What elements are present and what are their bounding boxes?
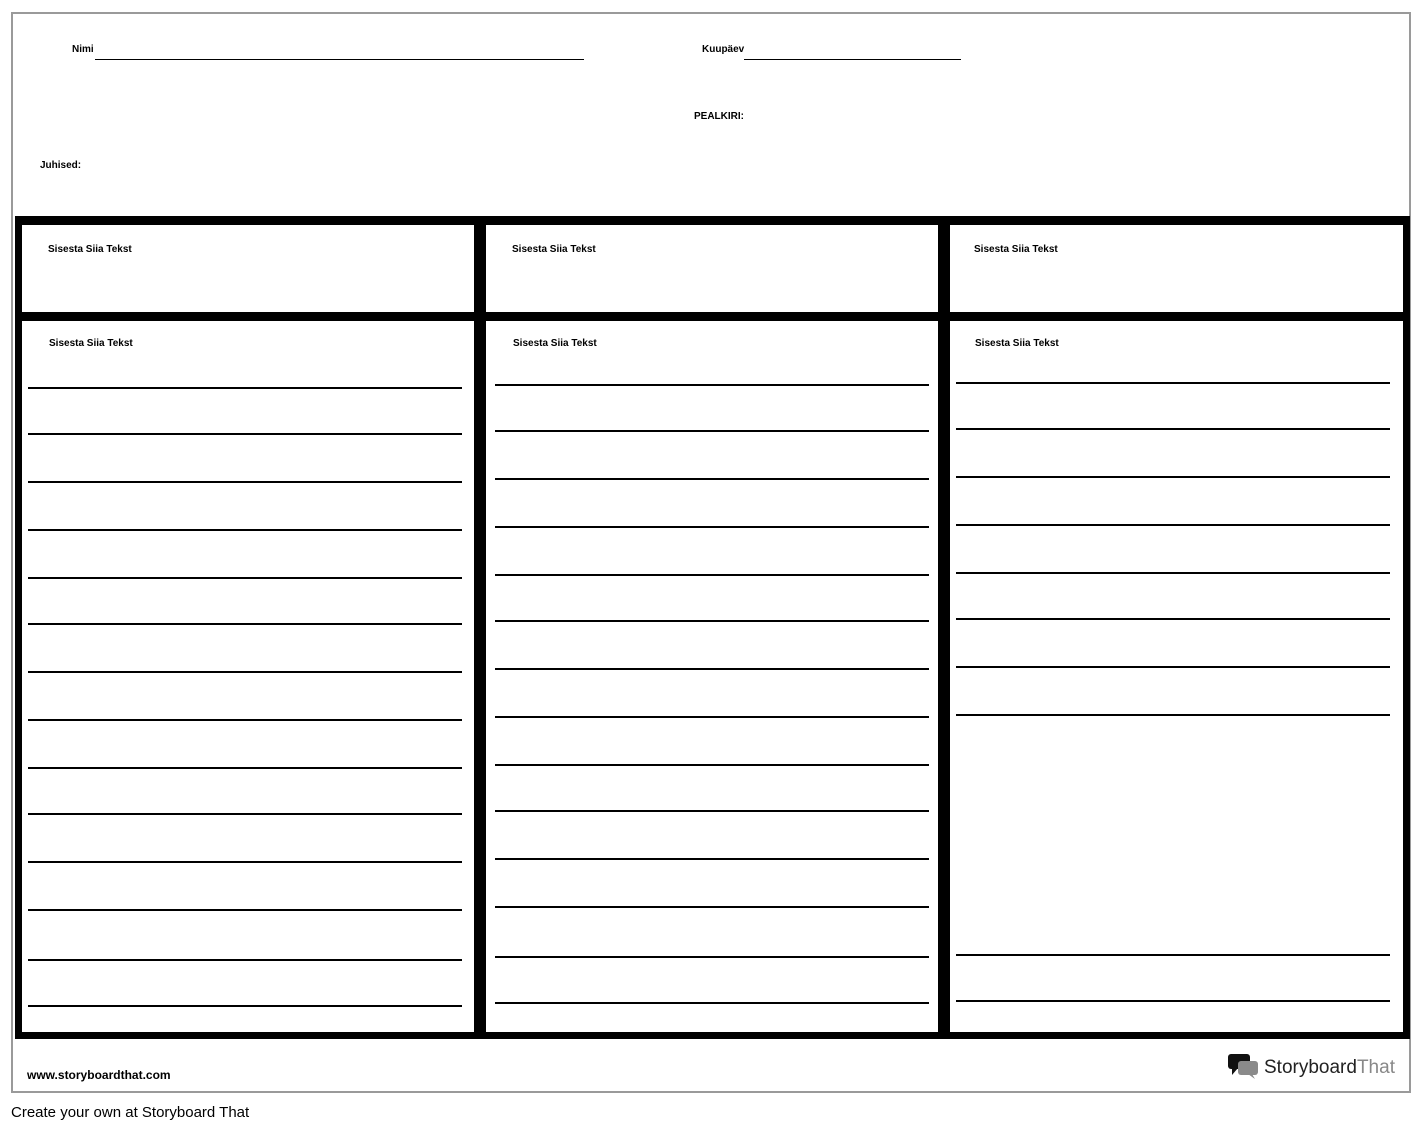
column-2-header-cell[interactable] [486,225,938,312]
writing-line[interactable] [495,858,929,860]
writing-line[interactable] [28,813,462,815]
writing-line[interactable] [28,909,462,911]
footer-url[interactable]: www.storyboardthat.com [27,1068,171,1082]
writing-line[interactable] [28,387,462,389]
column-1-body-text: Sisesta Siia Tekst [49,338,133,349]
create-your-own-link[interactable]: Create your own at Storyboard That [11,1104,250,1121]
writing-line[interactable] [495,620,929,622]
speech-bubbles-icon [1228,1053,1260,1084]
brand-wordmark [1264,1057,1395,1079]
writing-line[interactable] [28,481,462,483]
brand-part-2: That [1356,1057,1395,1078]
writing-line[interactable] [28,719,462,721]
title-label: PEALKIRI: [694,111,744,122]
writing-line[interactable] [495,526,929,528]
writing-line[interactable] [495,716,929,718]
writing-line[interactable] [28,861,462,863]
instructions-label: Juhised: [40,160,82,171]
writing-line[interactable] [495,574,929,576]
writing-line[interactable] [495,1002,929,1004]
column-2-header-text: Sisesta Siia Tekst [512,244,596,255]
writing-line[interactable] [956,1000,1390,1002]
column-1-body-cell[interactable] [22,321,474,1032]
writing-line[interactable] [956,618,1390,620]
brand-part-1: Storyboard [1264,1057,1357,1078]
date-field[interactable] [744,59,961,60]
writing-line[interactable] [28,767,462,769]
writing-line[interactable] [495,384,929,386]
column-3-header-cell[interactable] [950,225,1403,312]
writing-line[interactable] [495,430,929,432]
writing-line[interactable] [28,623,462,625]
writing-line[interactable] [956,714,1390,716]
writing-line[interactable] [495,764,929,766]
writing-line[interactable] [28,433,462,435]
column-3-body-text: Sisesta Siia Tekst [975,338,1059,349]
writing-line[interactable] [28,1005,462,1007]
writing-line[interactable] [495,906,929,908]
three-column-grid [15,216,1410,1039]
writing-line[interactable] [956,954,1390,956]
writing-line[interactable] [956,666,1390,668]
writing-line[interactable] [495,668,929,670]
writing-line[interactable] [956,524,1390,526]
writing-line[interactable] [495,956,929,958]
writing-line[interactable] [495,810,929,812]
writing-line[interactable] [495,478,929,480]
writing-line[interactable] [28,671,462,673]
writing-line[interactable] [28,529,462,531]
storyboardthat-logo[interactable] [1228,1054,1395,1082]
writing-line[interactable] [28,959,462,961]
column-3-body-cell[interactable] [950,321,1403,1032]
name-field[interactable] [95,59,584,60]
writing-line[interactable] [956,572,1390,574]
column-1-header-text: Sisesta Siia Tekst [48,244,132,255]
name-label: Nimi [72,44,94,55]
date-label: Kuupäev [702,44,745,55]
column-2-body-cell[interactable] [486,321,938,1032]
writing-line[interactable] [956,476,1390,478]
column-3-header-text: Sisesta Siia Tekst [974,244,1058,255]
writing-line[interactable] [28,577,462,579]
column-2-body-text: Sisesta Siia Tekst [513,338,597,349]
writing-line[interactable] [956,428,1390,430]
column-1-header-cell[interactable] [22,225,474,312]
writing-line[interactable] [956,382,1390,384]
